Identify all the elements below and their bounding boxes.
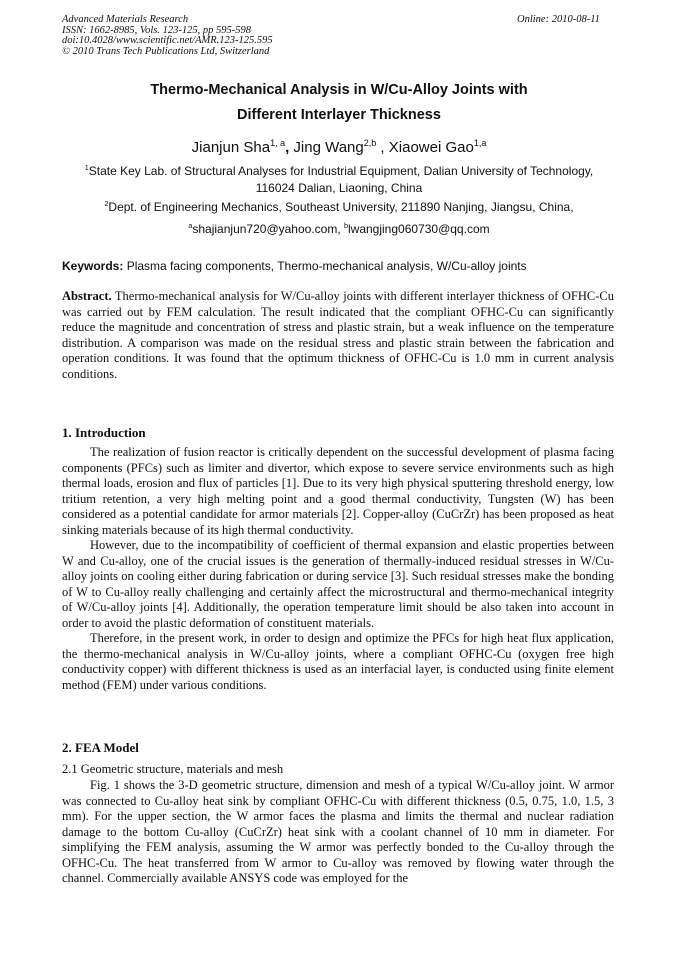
paragraph: The realization of fusion reactor is critically dependent on the successful development of plasma facing components (PFCs) such as limiter and divertor, which expose to severe service environments such as high thermal loads, erosion and flux of particles [1]. Due to its very high physical sputtering threshold energy, low tritium retention, a very high melting point and a good thermal conductivity, Tungsten (W) has been considered as a potential candidate for armor materials [2]. Copper-alloy (CuCrZr) has been proposed as heat sinking materials because of its high thermal conductivity. [62,445,614,537]
running-header [62,15,273,57]
online-date: Online: 2010-08-11 [517,14,600,25]
affil-mark: 2 [104,199,109,208]
affil-mark: 1 [84,163,89,172]
affiliation-1-line-1: State Key Lab. of Structural Analyses for Industrial Equipment, Dalian University of Technology, [88,164,594,178]
paper-title-line-2: Different Interlayer Thickness [237,107,441,123]
subsection-heading: 2.1 Geometric structure, materials and mesh [62,762,284,776]
affiliation-2-text: Dept. of Engineering Mechanics, Southeast University, 211890 Nanjing, Jiangsu, China, [108,200,574,214]
keywords-label: Keywords: [62,259,124,273]
paragraph: Therefore, in the present work, in order to design and optimize the PFCs for high heat flux application, the thermo-mechanical analysis in W/Cu-alloy joints, where a compliant OFHC-Cu (oxygen free high conductivity copper) with different thickness is used as an interfacial layer, is conducted using finite element method (FEM) under various conditions. [62,631,614,692]
author-name: Jianjun Sha [191,139,271,156]
author-list [60,139,618,156]
paragraph: However, due to the incompatibility of coefficient of thermal expansion and elastic properties between W and Cu-alloy, one of the crucial issues is the generation of thermally-induced residual stresses in W/Cu-alloy joints on cooling either during fabrication or during service [3]. Such residual stresses make the bonding of W to Cu-alloy really challenging and certainly affect the microstructural and thermo-mechanical integrity of W/Cu-alloy joints [4]. Additionally, the operation temperature limit should be also taken into account in order to avoid the plastic deformation of constituent materials. [62,538,614,630]
affiliation-1 [60,163,618,197]
email-mark: a [188,221,193,230]
email-line [60,221,618,238]
copyright-line: © 2010 Trans Tech Publications Ltd, Switzerland [62,45,270,57]
affiliation-1-line-2: 116024 Dalian, Liaoning, China [255,181,423,195]
abstract-label: Abstract. [62,289,112,303]
issn-line: ISSN: 1662-8985, Vols. 123-125, pp 595-598 [62,24,251,36]
abstract-text: Thermo-mechanical analysis for W/Cu-alloy joints with different interlayer thickness of OFHC-Cu was carried out by FEM calculation. The result indicated that the compliant OFHC-Cu can significantly reduce the magnitude and concentration of stress and plastic strain, but a weak influence on the temperature distribution. A comparison was made on the residual stress and plastic strain between the fabrication and operation conditions. It was found that the optimum thickness of OFHC-Cu is 1.0 mm in current analysis conditions. [62,289,614,381]
section-heading-introduction: 1. Introduction [62,425,146,440]
abstract [62,289,614,382]
journal-name: Advanced Materials Research [62,14,189,25]
author-name: Xiaowei Gao [388,139,474,156]
author-affil-mark: 1, a [270,138,286,148]
author-separator: , [285,139,294,156]
keywords-text: Plasma facing components, Thermo-mechanical analysis, W/Cu-alloy joints [123,259,527,273]
author-affil-mark: 1,a [473,138,487,148]
author-name: Jing Wang [293,139,364,156]
affiliation-2 [60,199,618,216]
email-mark: b [344,221,348,230]
email-b: lwangjing060730@qq.com [348,222,490,236]
introduction-body [62,445,614,693]
paragraph: Fig. 1 shows the 3-D geometric structure, dimension and mesh of a typical W/Cu-alloy joint. W armor was connected to Cu-alloy heat sink by compliant OFHC-Cu with different thickness (0.5, 0.75, 1.0, 1.5, 3 mm). For the upper section, the W armor faces the plasma and limits the thermal and nuclear radiation damage to the bottom Cu-alloy (CuCrZr) heat sink with a coolant channel of 10 mm in diameter. For simplifying the FEM analysis, assuming the W armor was perfectly bonded to the Cu-alloy through the OFHC-Cu. The heat transferred from W armor to Cu-alloy was removed by flowing water through the channel. Commercially available ANSYS code was employed for the [62,778,614,885]
section-heading-fea-model: 2. FEA Model [62,740,139,755]
keywords [62,259,527,273]
fea-body [62,778,614,887]
paper-title-line-1: Thermo-Mechanical Analysis in W/Cu-Alloy Joints with [150,82,528,98]
doi-line: doi:10.4028/www.scientific.net/AMR.123-125.595 [62,35,273,46]
email-a: shajianjun720@yahoo.com, [192,222,344,236]
author-affil-mark: 2,b [363,138,377,148]
author-separator: , [376,139,389,156]
